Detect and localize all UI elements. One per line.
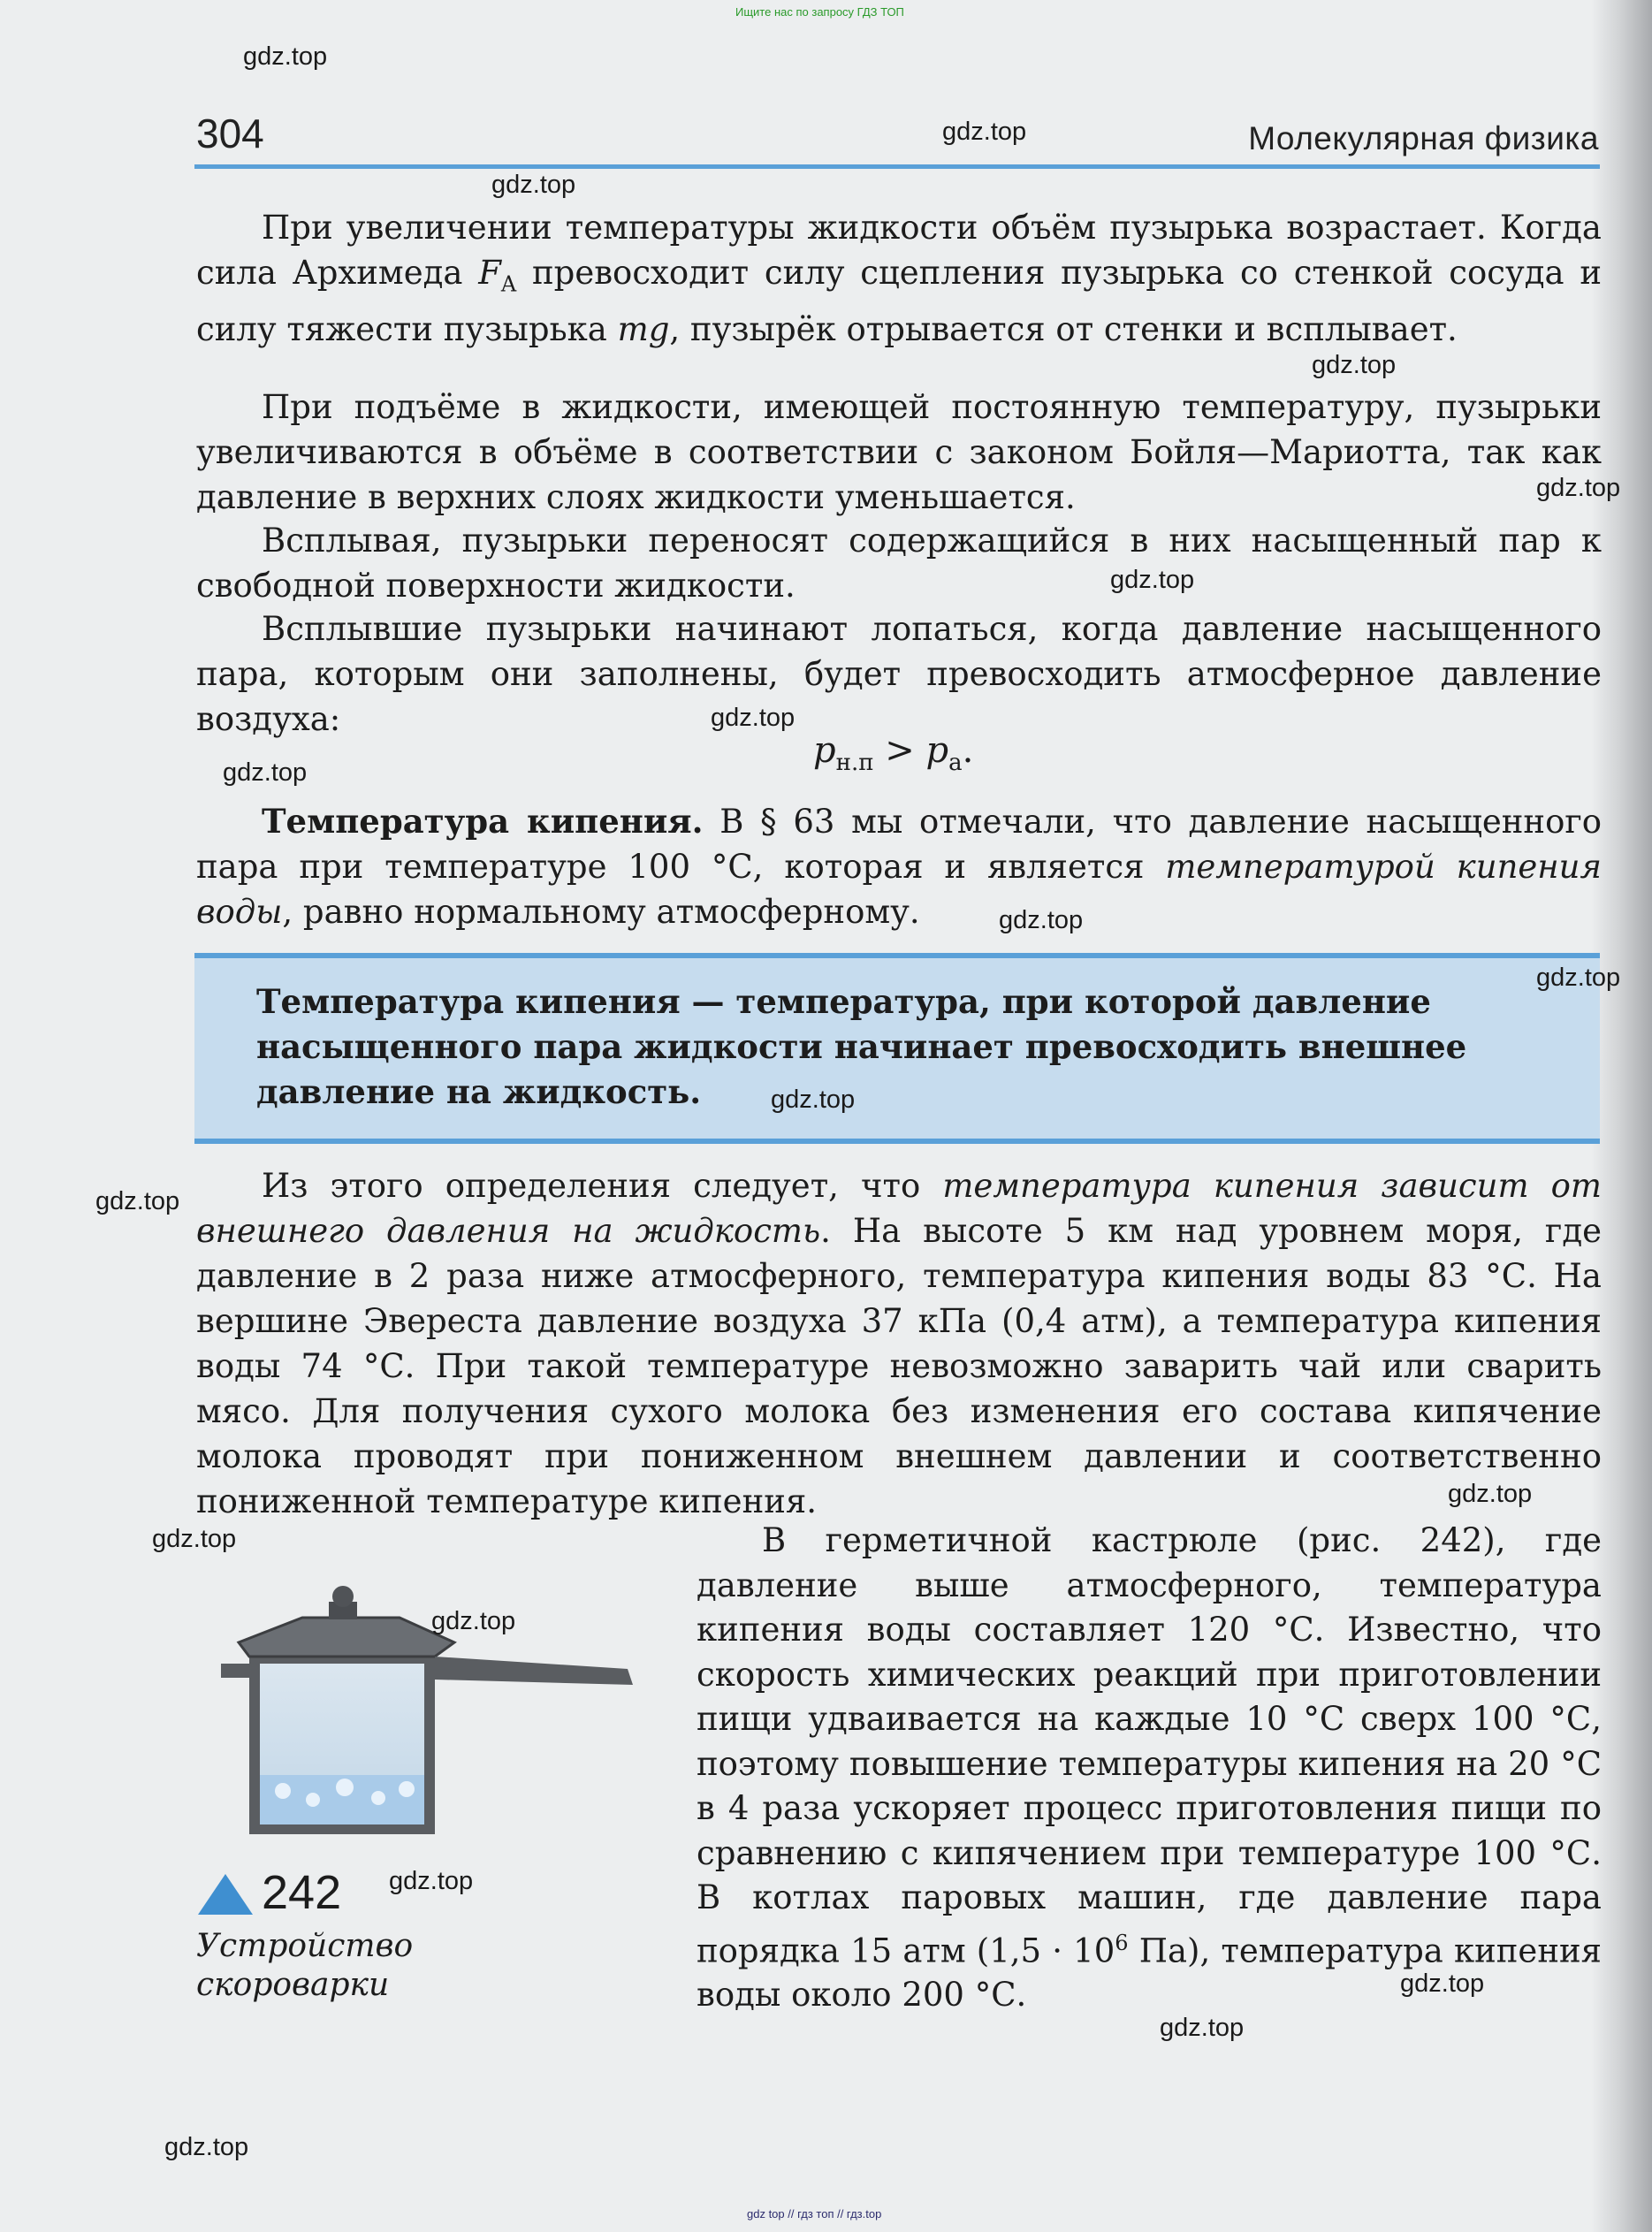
running-head: Молекулярная физика: [1248, 120, 1599, 156]
figure-marker-triangle: [196, 1872, 255, 1916]
boiling-condition-formula: $p_{н.п} > p_а$.: [813, 730, 974, 776]
watermark: gdz.top: [1536, 474, 1621, 502]
watermark: gdz.top: [95, 1187, 180, 1215]
paragraph-1: При увеличении температуры жидкости объём пузырька возрастает. Когда сила Архимеда $F_A$ превосходит силу сцепления пузырька со стенкой сосуда и силу тяжести пузырька mg, пузырёк отрывается от стенки и всплывает.: [196, 209, 1602, 349]
watermark: gdz.top: [942, 118, 1027, 146]
definition-text: Температура кипения — температура, при которой давление насыщенного пара жидкости начинает превосходить внешнее давление на жидкость.: [256, 982, 1467, 1111]
long-handle: [435, 1657, 633, 1685]
watermark: gdz.top: [1448, 1480, 1533, 1508]
watermark: gdz.top: [243, 42, 328, 71]
cooker-lid: [239, 1618, 454, 1657]
paragraph-boiling-temperature: Температура кипения. В § 63 мы отмечали, что давление насыщенного пара при температуре 100 °С, которая и является температурой кипения воды, равно нормальному атмосферному.: [196, 802, 1603, 931]
watermark: gdz.top: [431, 1607, 516, 1635]
paragraph-6: Из этого определения следует, что температура кипения зависит от внешнего давления на жидкость. На высоте 5 км над уровнем моря, где давление в 2 раза ниже атмосферного, температура кипения воды 83 °С. На вершине Эвереста давление воздуха 37 кПа (0,4 атм), а температура кипения воды 74 °С. При такой температуре невозможно заварить чай или сварить мясо. Для получения сухого молока без изменения его состава кипячение молока проводят при пониженном внешнем давлении и соответственно пониженной температуре кипения.: [196, 1167, 1603, 1520]
watermark: gdz.top: [771, 1086, 856, 1114]
watermark: gdz.top: [999, 906, 1084, 934]
watermark: gdz.top: [152, 1525, 237, 1553]
paragraph-3: Всплывая, пузырьки переносят содержащийся в них насыщенный пар к свободной поверхности жидкости.: [196, 522, 1602, 605]
watermark: gdz.top: [1160, 2014, 1245, 2042]
paragraph-2: При подъёме в жидкости, имеющей постоянную температуру, пузырьки увеличиваются в объёме в соответствии с законом Бойля—Мариотта, так как давление в верхних слоях жидкости уменьшается.: [196, 388, 1602, 516]
bottom-notice: gdz top // гдз топ // гдз.top: [747, 2207, 882, 2221]
page-number: 304: [196, 110, 264, 156]
watermark: gdz.top: [491, 171, 576, 199]
valve-knob: [332, 1586, 354, 1607]
header-rule: [194, 164, 1600, 169]
watermark: gdz.top: [711, 704, 796, 732]
paragraph-pressure-cooker: В герметичной кастрюле (рис. 242), где давление выше атмосферного, температура кипения воды составляет 120 °С. Известно, что скорость химических реакций при приготовлении пищи удваивается на каждые 10 °С сверх 100 °С, поэтому повышение температуры кипения на 20 °С в 4 раза ускоряет процесс приготовления пищи по сравнению с кипячением при температуре 100 °С. В котлах паровых машин, где давление пара порядка 15 атм ($1,5 \cdot 10^6$ Па), температура кипения воды около 200 °С.: [697, 1521, 1602, 2015]
figure-caption: Устройство скороварки: [196, 1928, 414, 2003]
watermark: gdz.top: [1312, 351, 1397, 379]
watermark: gdz.top: [389, 1867, 474, 1895]
paragraph-4: Всплывшие пузырьки начинают лопаться, когда давление насыщенного пара, которым они заполнены, будет превосходить атмосферное давление воздуха:: [196, 610, 1602, 738]
figure-number: 242: [262, 1866, 342, 1919]
watermark: gdz.top: [1400, 1969, 1485, 1998]
watermark: gdz.top: [223, 758, 308, 787]
watermark: gdz.top: [1110, 566, 1195, 594]
watermark: gdz.top: [164, 2133, 249, 2161]
watermark: gdz.top: [1536, 964, 1621, 992]
top-notice: Ищите нас по запросу ГДЗ ТОП: [735, 5, 904, 19]
left-handle: [221, 1664, 251, 1678]
